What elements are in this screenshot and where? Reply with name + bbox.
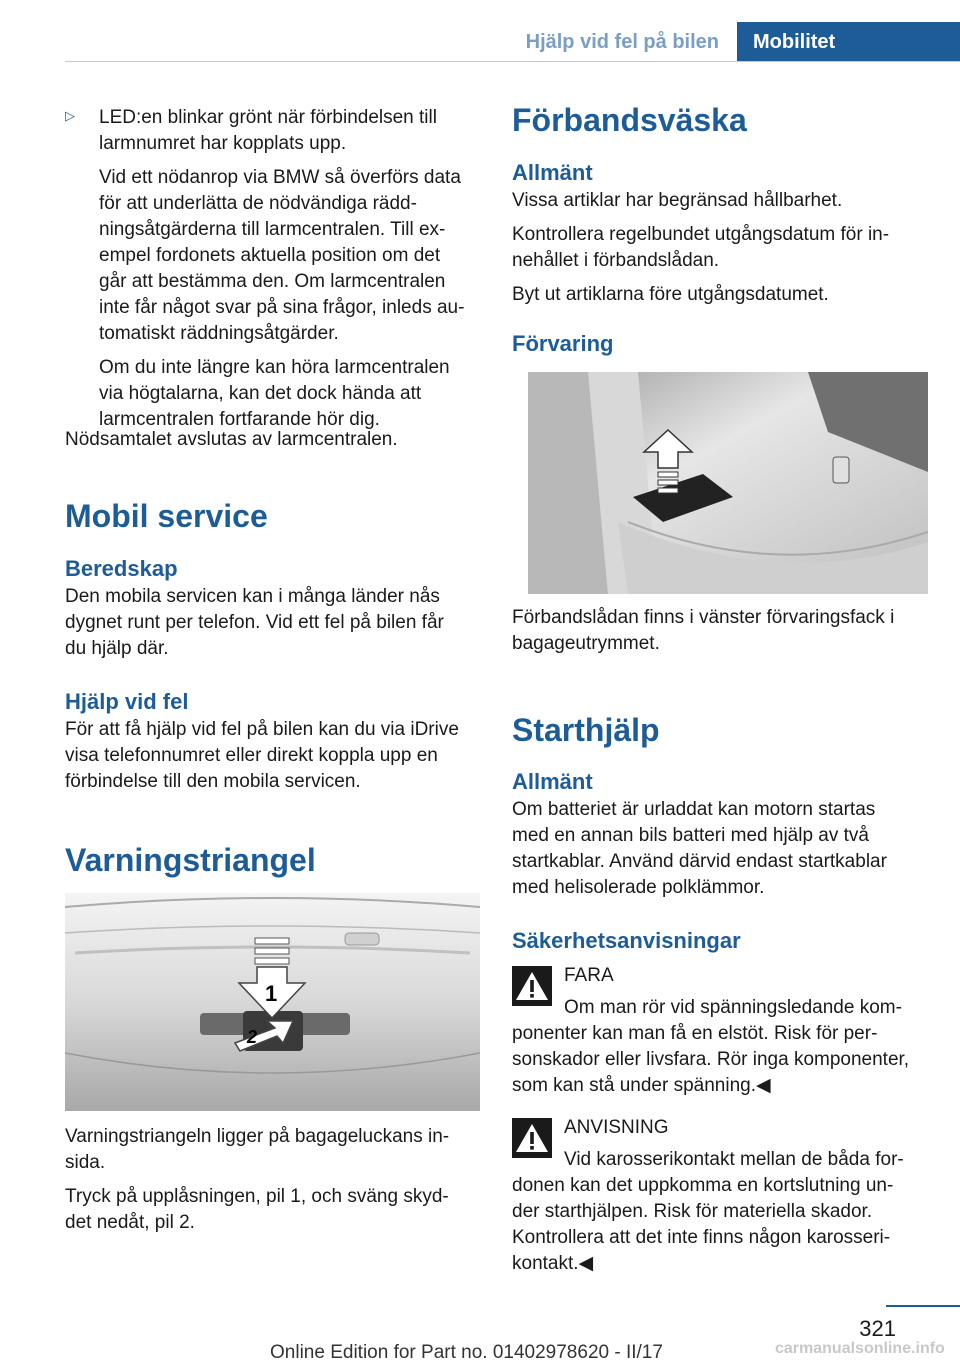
jump-line: Om batteriet är urladdat kan motorn startas bbox=[512, 799, 876, 820]
bullet-line: empel fordonets aktuella position om det bbox=[99, 245, 441, 266]
storage-caption-line: Förbandslådan finns i vänster förvaringsfack i bbox=[512, 607, 895, 628]
bullet-line: larmnumret har kopplats upp. bbox=[99, 133, 347, 154]
bullet-line: för att underlätta de nödvändiga rädd‐ bbox=[99, 193, 417, 214]
triangle-caption-line: sida. bbox=[65, 1152, 106, 1173]
triangle-heading: Varningstriangel bbox=[65, 842, 316, 878]
end-call-text: Nödsamtalet avslutas av larmcentralen. bbox=[65, 429, 398, 450]
figure-label-2: 2 bbox=[247, 1027, 258, 1047]
bullet-line: ningsåtgärderna till larmcentralen. Till ex‐ bbox=[99, 219, 446, 240]
general-heading: Allmänt bbox=[512, 160, 593, 185]
help-line: För att få hjälp vid fel på bilen kan du via iDrive bbox=[65, 719, 459, 740]
beredskap-line: du hjälp där. bbox=[65, 638, 169, 659]
storage-heading: Förvaring bbox=[512, 331, 614, 356]
general-line: nehållet i förbandslådan. bbox=[512, 250, 720, 271]
general-line: Byt ut artiklarna före utgångsdatumet. bbox=[512, 284, 829, 305]
jump-line: startkablar. Använd därvid endast startkablar bbox=[512, 851, 887, 872]
danger-line: ponenter kan man få en elstöt. Risk för per‐ bbox=[512, 1023, 878, 1044]
triangle-instruction-line: Tryck på upplåsningen, pil 1, och sväng skyd‐ bbox=[65, 1186, 449, 1207]
page-number: 321 bbox=[859, 1316, 896, 1341]
help-line: förbindelse till den mobila servicen. bbox=[65, 771, 361, 792]
notice-label: ANVISNING bbox=[564, 1117, 669, 1138]
help-heading: Hjälp vid fel bbox=[65, 689, 189, 714]
jump-general-heading: Allmänt bbox=[512, 769, 593, 794]
notice-line: donen kan det uppkomma en kortslutning un‐ bbox=[512, 1175, 894, 1196]
help-line: visa telefonnumret eller direkt koppla upp en bbox=[65, 745, 438, 766]
bullet-line: Om du inte längre kan höra larmcentralen bbox=[99, 357, 450, 378]
notice-line: der starthjälpen. Risk för materiella skador. bbox=[512, 1201, 873, 1222]
first-aid-heading: Förbandsväska bbox=[512, 102, 747, 138]
footer-rule bbox=[886, 1305, 960, 1307]
bullet-line: larmcentralen fortfarande hör dig. bbox=[99, 409, 380, 430]
bullet-triangle-icon: ▷ bbox=[65, 108, 75, 123]
jump-line: med helisolerade polklämmor. bbox=[512, 877, 765, 898]
bullet-line: tomatiskt räddningsåtgärder. bbox=[99, 323, 339, 344]
notice-line: Kontrollera att det inte finns någon karosseri‐ bbox=[512, 1227, 891, 1248]
bullet-line: Vid ett nödanrop via BMW så överförs data bbox=[99, 167, 461, 188]
first-aid-storage-illustration bbox=[528, 372, 928, 594]
danger-line: som kan stå under spänning.◀ bbox=[512, 1075, 771, 1096]
header-rule bbox=[65, 61, 960, 62]
header-chapter-tab: Mobilitet bbox=[737, 22, 960, 62]
bullet-line: LED:en blinkar grönt när förbindelsen till bbox=[99, 107, 437, 128]
triangle-instruction-line: det nedåt, pil 2. bbox=[65, 1212, 195, 1233]
figure-label-1: 1 bbox=[265, 981, 278, 1006]
watermark-logo: carmanualsonline.info bbox=[775, 1340, 945, 1357]
bullet-line: inte får något svar på sina frågor, inleds au‐ bbox=[99, 297, 465, 318]
online-edition-text: Online Edition for Part no. 01402978620 - II/17 bbox=[270, 1342, 663, 1363]
mobile-service-heading: Mobil service bbox=[65, 498, 268, 534]
beredskap-line: dygnet runt per telefon. Vid ett fel på bilen får bbox=[65, 612, 444, 633]
general-line: Vissa artiklar har begränsad hållbarhet. bbox=[512, 190, 843, 211]
beredskap-heading: Beredskap bbox=[65, 556, 178, 581]
bullet-line: går att bestämma den. Om larmcentralen bbox=[99, 271, 446, 292]
notice-line: Vid karosserikontakt mellan de båda for‐ bbox=[564, 1149, 904, 1170]
jump-line: med en annan bils batteri med hjälp av två bbox=[512, 825, 869, 846]
bullet-line: via högtalarna, kan det dock hända att bbox=[99, 383, 422, 404]
danger-label: FARA bbox=[564, 965, 614, 986]
storage-caption-line: bagageutrymmet. bbox=[512, 633, 660, 654]
danger-line: sonskador eller livsfara. Rör inga komponenter, bbox=[512, 1049, 910, 1070]
header-section-title: Hjälp vid fel på bilen bbox=[525, 31, 719, 53]
safety-heading: Säkerhetsanvisningar bbox=[512, 928, 741, 953]
notice-line: kontakt.◀ bbox=[512, 1253, 594, 1274]
bullet-block bbox=[99, 105, 484, 433]
general-line: Kontrollera regelbundet utgångsdatum för in‐ bbox=[512, 224, 890, 245]
jump-start-heading: Starthjälp bbox=[512, 712, 660, 748]
danger-warning-icon bbox=[512, 966, 552, 1006]
notice-warning-icon bbox=[512, 1118, 552, 1158]
danger-line: Om man rör vid spänningsledande kom‐ bbox=[564, 997, 902, 1018]
trunk-lid-illustration bbox=[65, 893, 480, 1111]
triangle-caption-line: Varningstriangeln ligger på bagageluckans in‐ bbox=[65, 1126, 450, 1147]
beredskap-line: Den mobila servicen kan i många länder nås bbox=[65, 586, 440, 607]
